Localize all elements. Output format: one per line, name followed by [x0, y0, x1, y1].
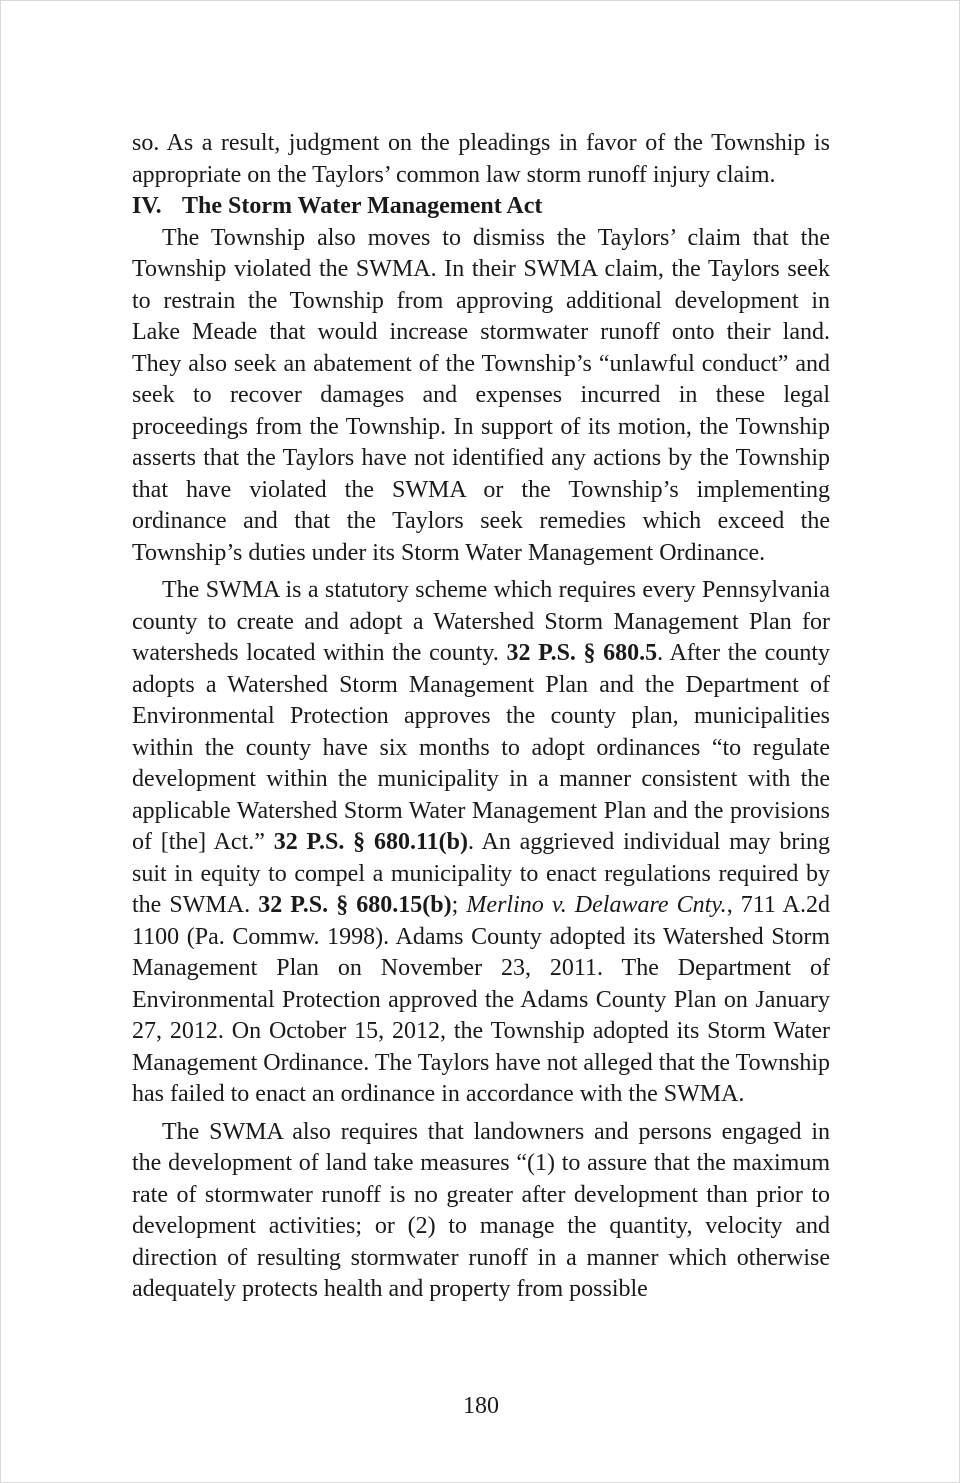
statute-citation: 32 P.S. § 680.5	[506, 640, 658, 666]
paragraph-text: . An aggrieved individual may bring suit in equity to compel a municipality to enact regulations required by the SWMA.	[132, 829, 831, 918]
section-heading	[132, 191, 830, 223]
paragraph-landowner-requirements: The SWMA also requires that landowners and persons engaged in the development of land take measures “(1) to assure that the maximum rate of stormwater runoff is no greater after development than prior to development activities; or (2) to manage the quantity, velocity and direction of resulting stormwater runoff in a manner which otherwise adequately protects health and property from possible	[132, 1118, 830, 1302]
statute-citation: 32 P.S. § 680.11(b)	[273, 829, 468, 855]
section-title: The Storm Water Management Act	[182, 193, 543, 219]
opening-paragraph: so. As a result, judgment on the pleadings in favor of the Township is appropriate on the Taylors’ common law storm runoff injury claim.	[132, 130, 830, 188]
section-number: IV.	[132, 193, 162, 219]
paragraph-text: ;	[451, 892, 467, 918]
paragraph-text: . After the county adopts a Watershed Storm Management Plan and the Department of Environmental Protection approves the county plan, municipalities within the county have six months to adopt ordinances “to regulate development within the municipality in a manner consistent with the applicable Watershed Storm Water Management Plan and the provisions of [the] Act.”	[132, 640, 831, 855]
statute-citation: 32 P.S. § 680.15(b)	[258, 892, 452, 918]
body-text	[132, 128, 830, 1306]
paragraph-motion-to-dismiss: The Township also moves to dismiss the Taylors’ claim that the Township violated the SWMA. In their SWMA claim, the Taylors seek to restrain the Township from approving additional development in Lake Meade that would increase stormwater runoff onto their land. They also seek an abatement of the Township’s “unlawful conduct” and seek to recover damages and expenses incurred in these legal proceedings from the Township. In support of its motion, the Township asserts that the Taylors have not identified any actions by the Township that have violated the SWMA or the Township’s implementing ordinance and that the Taylors seek remedies which exceed the Township’s duties under its Storm Water Management Ordinance.	[132, 224, 830, 566]
paragraph-text: , 711 A.2d 1100 (Pa. Commw. 1998). Adams County adopted its Watershed Storm Management Plan on November 23, 2011. The Department of Environmental Protection approved the Adams County Plan on January 27, 2012. On October 15, 2012, the Township adopted its Storm Water Management Ordinance. The Taylors have not alleged that the Township has failed to enact an ordinance in accordance with the SWMA.	[132, 892, 831, 1107]
paragraph-swma-scheme	[132, 575, 830, 1111]
case-name: Merlino v. Delaware Cnty.	[466, 892, 727, 918]
page-number: 180	[463, 1393, 499, 1419]
paragraph-text: The SWMA is a statutory scheme which requires every Pennsylvania county to create and adopt a Watershed Storm Management Plan for watersheds located within the county.	[132, 577, 830, 666]
